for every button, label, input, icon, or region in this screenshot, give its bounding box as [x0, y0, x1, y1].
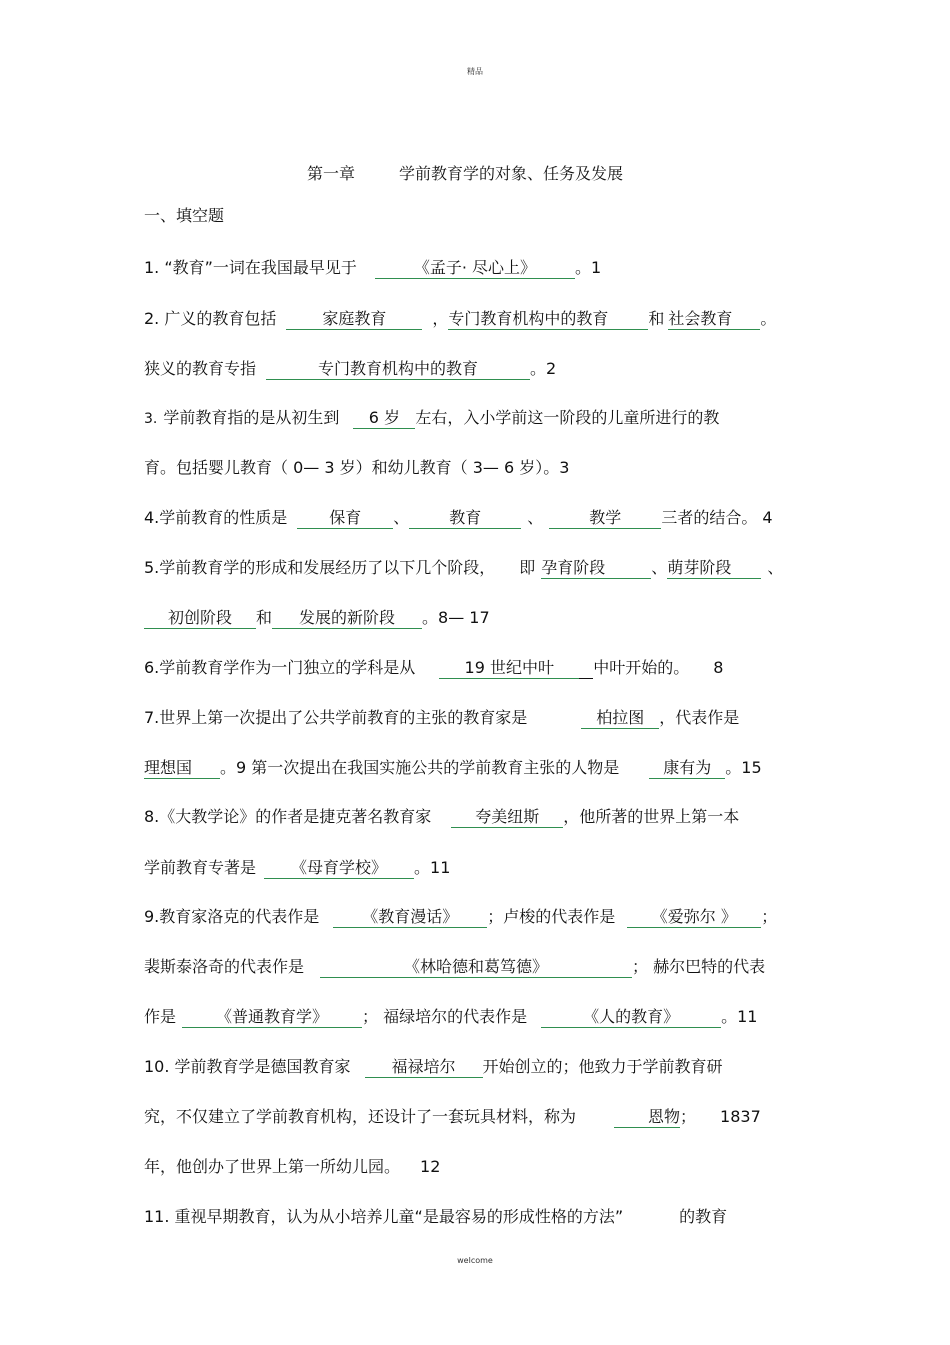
- q5-text: 5.学前教育学的形成和发展经历了以下几个阶段，: [144, 558, 496, 577]
- q9b-answer: 《林哈德和葛笃德》: [320, 957, 632, 978]
- page-header: 精品: [467, 67, 483, 76]
- question-4: [144, 507, 773, 529]
- question-8-cont: [144, 857, 450, 879]
- q6-answer: 19 世纪中叶: [439, 658, 579, 679]
- question-2: [144, 308, 776, 330]
- q2-comma: ，: [432, 309, 449, 328]
- q4-sep-1: 、: [393, 508, 410, 527]
- q9c-page: 。11: [721, 1007, 758, 1026]
- q5b-and: 和: [256, 608, 273, 627]
- question-8: [144, 806, 739, 828]
- q2-answer-2: 专门教育机构中的教育: [448, 309, 648, 330]
- q6-text: 6.学前教育学作为一门独立的学科是从: [144, 658, 416, 677]
- q9c-mid: ； 福绿培尔的代表作是: [362, 1007, 528, 1026]
- q11-text-2: 的教育: [679, 1207, 728, 1226]
- question-2-cont: [144, 358, 556, 380]
- q7b-page: 。15: [725, 758, 762, 777]
- q10c-text: 年，他创办了世界上第一所幼儿园。: [144, 1157, 401, 1176]
- q8-answer: 夸美纽斯: [451, 807, 563, 828]
- question-1: [144, 257, 601, 279]
- chapter-topic: 学前教育学的对象、任务及发展: [399, 164, 624, 183]
- q10b-answer: 恩物: [614, 1107, 680, 1128]
- q10b-semicolon: ；: [680, 1107, 697, 1126]
- q6-end: 中叶开始的。: [593, 658, 690, 677]
- q9-answer-1: 《教育漫话》: [333, 907, 487, 928]
- q9c-answer-1: 《普通教育学》: [182, 1007, 362, 1028]
- question-10-cont: [144, 1106, 761, 1128]
- q10b-text: 究，不仅建立了学前教育机构，还设计了一套玩具材料，称为: [144, 1107, 577, 1126]
- q8-text: 8.《大教学论》的作者是捷克著名教育家: [144, 807, 432, 826]
- q4-answer-2: 教育: [409, 508, 521, 529]
- q2-answer-3: 社会教育: [668, 309, 760, 330]
- q8b-page: 。11: [414, 858, 451, 877]
- q9-mid: ；卢梭的代表作是: [487, 907, 616, 926]
- question-10: [144, 1056, 723, 1078]
- q10b-year: 1837: [720, 1107, 761, 1126]
- q3-text-2: 左右，入小学前这一阶段的儿童所进行的教: [415, 408, 720, 427]
- question-3: [144, 407, 719, 430]
- question-5-cont: [144, 607, 490, 629]
- q10-text-2: 开始创立的；他致力于学前教育研: [482, 1057, 723, 1076]
- q6-page: 8: [713, 658, 724, 677]
- q9-end: ；: [761, 907, 778, 926]
- question-9: [144, 906, 777, 928]
- q7-answer: 柏拉图: [581, 708, 659, 729]
- q9b-text: 裴斯泰洛奇的代表作是: [144, 957, 305, 976]
- q2-text: 2. 广义的教育包括: [144, 309, 277, 328]
- q7-text-2: ，代表作是: [659, 708, 740, 727]
- question-9-cont: [144, 956, 765, 978]
- q5b-page: 。8— 17: [422, 608, 490, 627]
- q2-answer-1: 家庭教育: [286, 309, 422, 330]
- q4-end: 三者的结合。 4: [661, 508, 773, 527]
- q5b-answer-2: 发展的新阶段: [272, 608, 422, 629]
- q1-page: 。1: [574, 258, 602, 277]
- q7-text: 7.世界上第一次提出了公共学前教育的主张的教育家是: [144, 708, 528, 727]
- question-7: [144, 707, 739, 729]
- q5b-answer-1: 初创阶段: [144, 608, 256, 629]
- q11-text: 11. 重视早期教育，认为从小培养儿童“是最容易的形成性格的方法”: [144, 1207, 624, 1226]
- question-10-cont-2: [144, 1156, 440, 1178]
- question-7-cont: [144, 757, 762, 779]
- q9b-text-2: ； 赫尔巴特的代表: [632, 957, 766, 976]
- q8-text-2: ，他所著的世界上第一本: [563, 807, 740, 826]
- q3-text: 学前教育指的是从初生到: [163, 408, 340, 427]
- q9-answer-2: 《爱弥尔 》: [627, 907, 761, 928]
- q7b-text: 。9 第一次提出在我国实施公共的学前教育主张的人物是: [220, 758, 620, 777]
- question-5: [144, 557, 783, 579]
- q8b-text: 学前教育专著是: [144, 858, 257, 877]
- q5-ji: 即: [519, 558, 536, 577]
- q2-and: 和: [648, 309, 665, 328]
- q7b-answer-2: 康有为: [649, 758, 725, 779]
- q4-answer-3: 教学: [549, 508, 661, 529]
- q5-sep-1: 、: [651, 558, 668, 577]
- q1-text: 1. “教育”一词在我国最早见于: [144, 258, 357, 277]
- q4-text: 4.学前教育的性质是: [144, 508, 288, 527]
- q8b-answer: 《母育学校》: [264, 858, 414, 879]
- question-9-cont-2: [144, 1006, 757, 1028]
- question-6: [144, 657, 723, 679]
- q5-sep-2: 、: [767, 558, 784, 577]
- q2b-text: 狭义的教育专指: [144, 359, 257, 378]
- q9c-answer-2: 《人的教育》: [541, 1007, 721, 1028]
- question-3-cont: 育。包括婴儿教育（ 0— 3 岁）和幼儿教育（ 3— 6 岁）。3: [144, 458, 570, 477]
- q9c-text: 作是: [144, 1007, 177, 1026]
- chapter-number: 第一章: [306, 164, 355, 183]
- q5-answer-2: 萌芽阶段: [667, 558, 761, 579]
- section-heading: 一、填空题: [144, 206, 225, 225]
- q5-answer-1: 孕育阶段: [541, 558, 651, 579]
- q4-sep-2: 、: [527, 508, 544, 527]
- q3-number: 3.: [144, 411, 158, 427]
- q10c-page: 12: [420, 1157, 441, 1176]
- page-footer: welcome: [457, 1256, 493, 1265]
- q7b-answer-1: 理想国: [144, 758, 220, 779]
- q1-answer: 《孟子· 尽心上》: [375, 258, 575, 279]
- q2-end: 。: [760, 309, 777, 328]
- chapter-title: [0, 161, 930, 184]
- q2b-answer: 专门教育机构中的教育: [266, 359, 530, 380]
- question-11: [144, 1206, 727, 1228]
- q10-text: 10. 学前教育学是德国教育家: [144, 1057, 351, 1076]
- q4-answer-1: 保育: [297, 508, 393, 529]
- q2b-page: 。2: [530, 359, 557, 378]
- q9-text: 9.教育家洛克的代表作是: [144, 907, 320, 926]
- q3-answer: 6 岁: [353, 408, 415, 429]
- q10-answer: 福禄培尔: [365, 1057, 483, 1078]
